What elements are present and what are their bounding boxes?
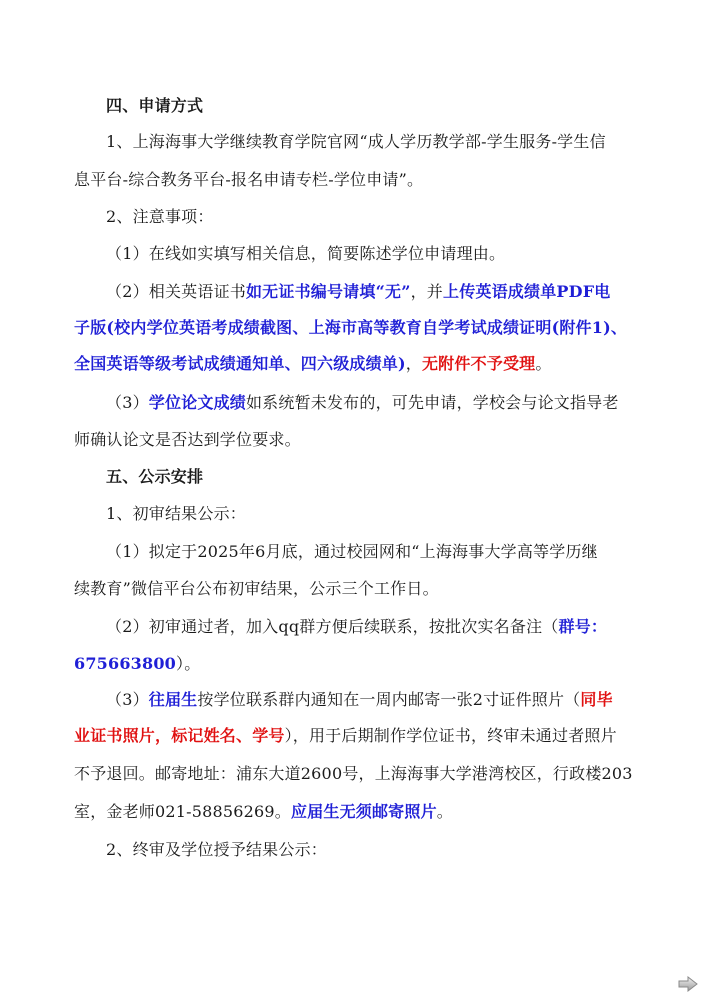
sec5-note3-line4 xyxy=(74,802,453,822)
note2-text-c: ，并 xyxy=(410,282,443,301)
note2-emphasis-upload: 上传英语成绩单PDF电 xyxy=(443,282,611,301)
sec4-item1-line1: 1、上海海事大学继续教育学院官网“成人学历教学部-学生服务-学生信 xyxy=(106,132,606,151)
sec5-note3-line3: 不予退回。邮寄地址：浦东大道2600号，上海海事大学港湾校区，行政楼203 xyxy=(74,764,633,783)
sec5-note1-line2: 续教育”微信平台公布初审结果，公示三个工作日。 xyxy=(74,579,439,598)
past-graduates-emphasis: 往届生 xyxy=(148,690,198,709)
sec5-note2-line1 xyxy=(106,617,607,637)
sec5-note3-text-f: ），用于后期制作学位证书，终审未通过者照片 xyxy=(284,726,617,745)
sec5-note2-text-d: ）。 xyxy=(176,654,201,673)
next-page-button[interactable] xyxy=(678,976,698,992)
sec4-item1-line2: 息平台-综合教务平台-报名申请专栏-学位申请”。 xyxy=(74,170,424,189)
note2-warning: 无附件不予受理 xyxy=(421,354,536,373)
sec5-note3-text-j: 。 xyxy=(436,802,453,821)
note2-text-g: ， xyxy=(405,354,422,373)
sec4-item2-heading: 2、注意事项： xyxy=(106,207,214,226)
note3-text-a: （3） xyxy=(106,393,149,412)
qq-group-number: 675663800 xyxy=(74,654,176,673)
arrow-right-icon xyxy=(678,976,698,992)
photo-requirement-start: 同毕 xyxy=(580,690,613,709)
note3-emphasis: 学位论文成绩 xyxy=(148,393,246,412)
sec5-note3-text-h: 室，金老师021-58856269。 xyxy=(74,802,291,821)
note3-text-c: 如系统暂未发布的，可先申请，学校会与论文指导老 xyxy=(245,393,619,412)
sec4-note3-line2: 师确认论文是否达到学位要求。 xyxy=(74,430,301,449)
note2-emphasis-no-cert: 如无证书编号请填“无” xyxy=(245,282,411,301)
sec4-note2-line2: 子版(校内学位英语考成绩截图、上海市高等教育自学考试成绩证明(附件1)、 xyxy=(74,318,628,337)
sec5-note3-text-a: （3） xyxy=(106,690,149,709)
sec4-note2-line3 xyxy=(74,354,552,374)
sec5-note1-line1: （1）拟定于2025年6月底，通过校园网和“上海海事大学高等学历继 xyxy=(106,542,598,561)
section-4-heading: 四、申请方式 xyxy=(106,96,204,115)
sec5-item1-heading: 1、初审结果公示： xyxy=(106,504,246,523)
sec5-note3-line2 xyxy=(74,726,617,746)
photo-requirement-rest: 业证书照片，标记姓名、学号 xyxy=(74,726,285,745)
sec5-note2-line2 xyxy=(74,654,200,674)
current-graduates-emphasis: 应届生无须邮寄照片 xyxy=(290,802,437,821)
sec4-note3-line1 xyxy=(106,393,619,413)
sec4-note2-line1 xyxy=(106,282,610,302)
qq-group-label: 群号： xyxy=(558,617,608,636)
section-5-heading: 五、公示安排 xyxy=(106,467,204,486)
note2-emphasis-list: 全国英语等级考试成绩通知单、四六级成绩单) xyxy=(74,354,406,373)
sec5-note3-line1 xyxy=(106,690,613,710)
note2-text-i: 。 xyxy=(535,354,552,373)
sec5-note2-text-a: （2）初审通过者，加入qq群方便后续联系，按批次实名备注（ xyxy=(106,617,559,636)
sec4-note1: （1）在线如实填写相关信息，简要陈述学位申请理由。 xyxy=(106,244,506,263)
sec5-item2-heading: 2、终审及学位授予结果公示： xyxy=(106,840,327,859)
note2-text-a: （2）相关英语证书 xyxy=(106,282,246,301)
sec5-note3-text-c: 按学位联系群内通知在一周内邮寄一张2寸证件照片（ xyxy=(197,690,581,709)
